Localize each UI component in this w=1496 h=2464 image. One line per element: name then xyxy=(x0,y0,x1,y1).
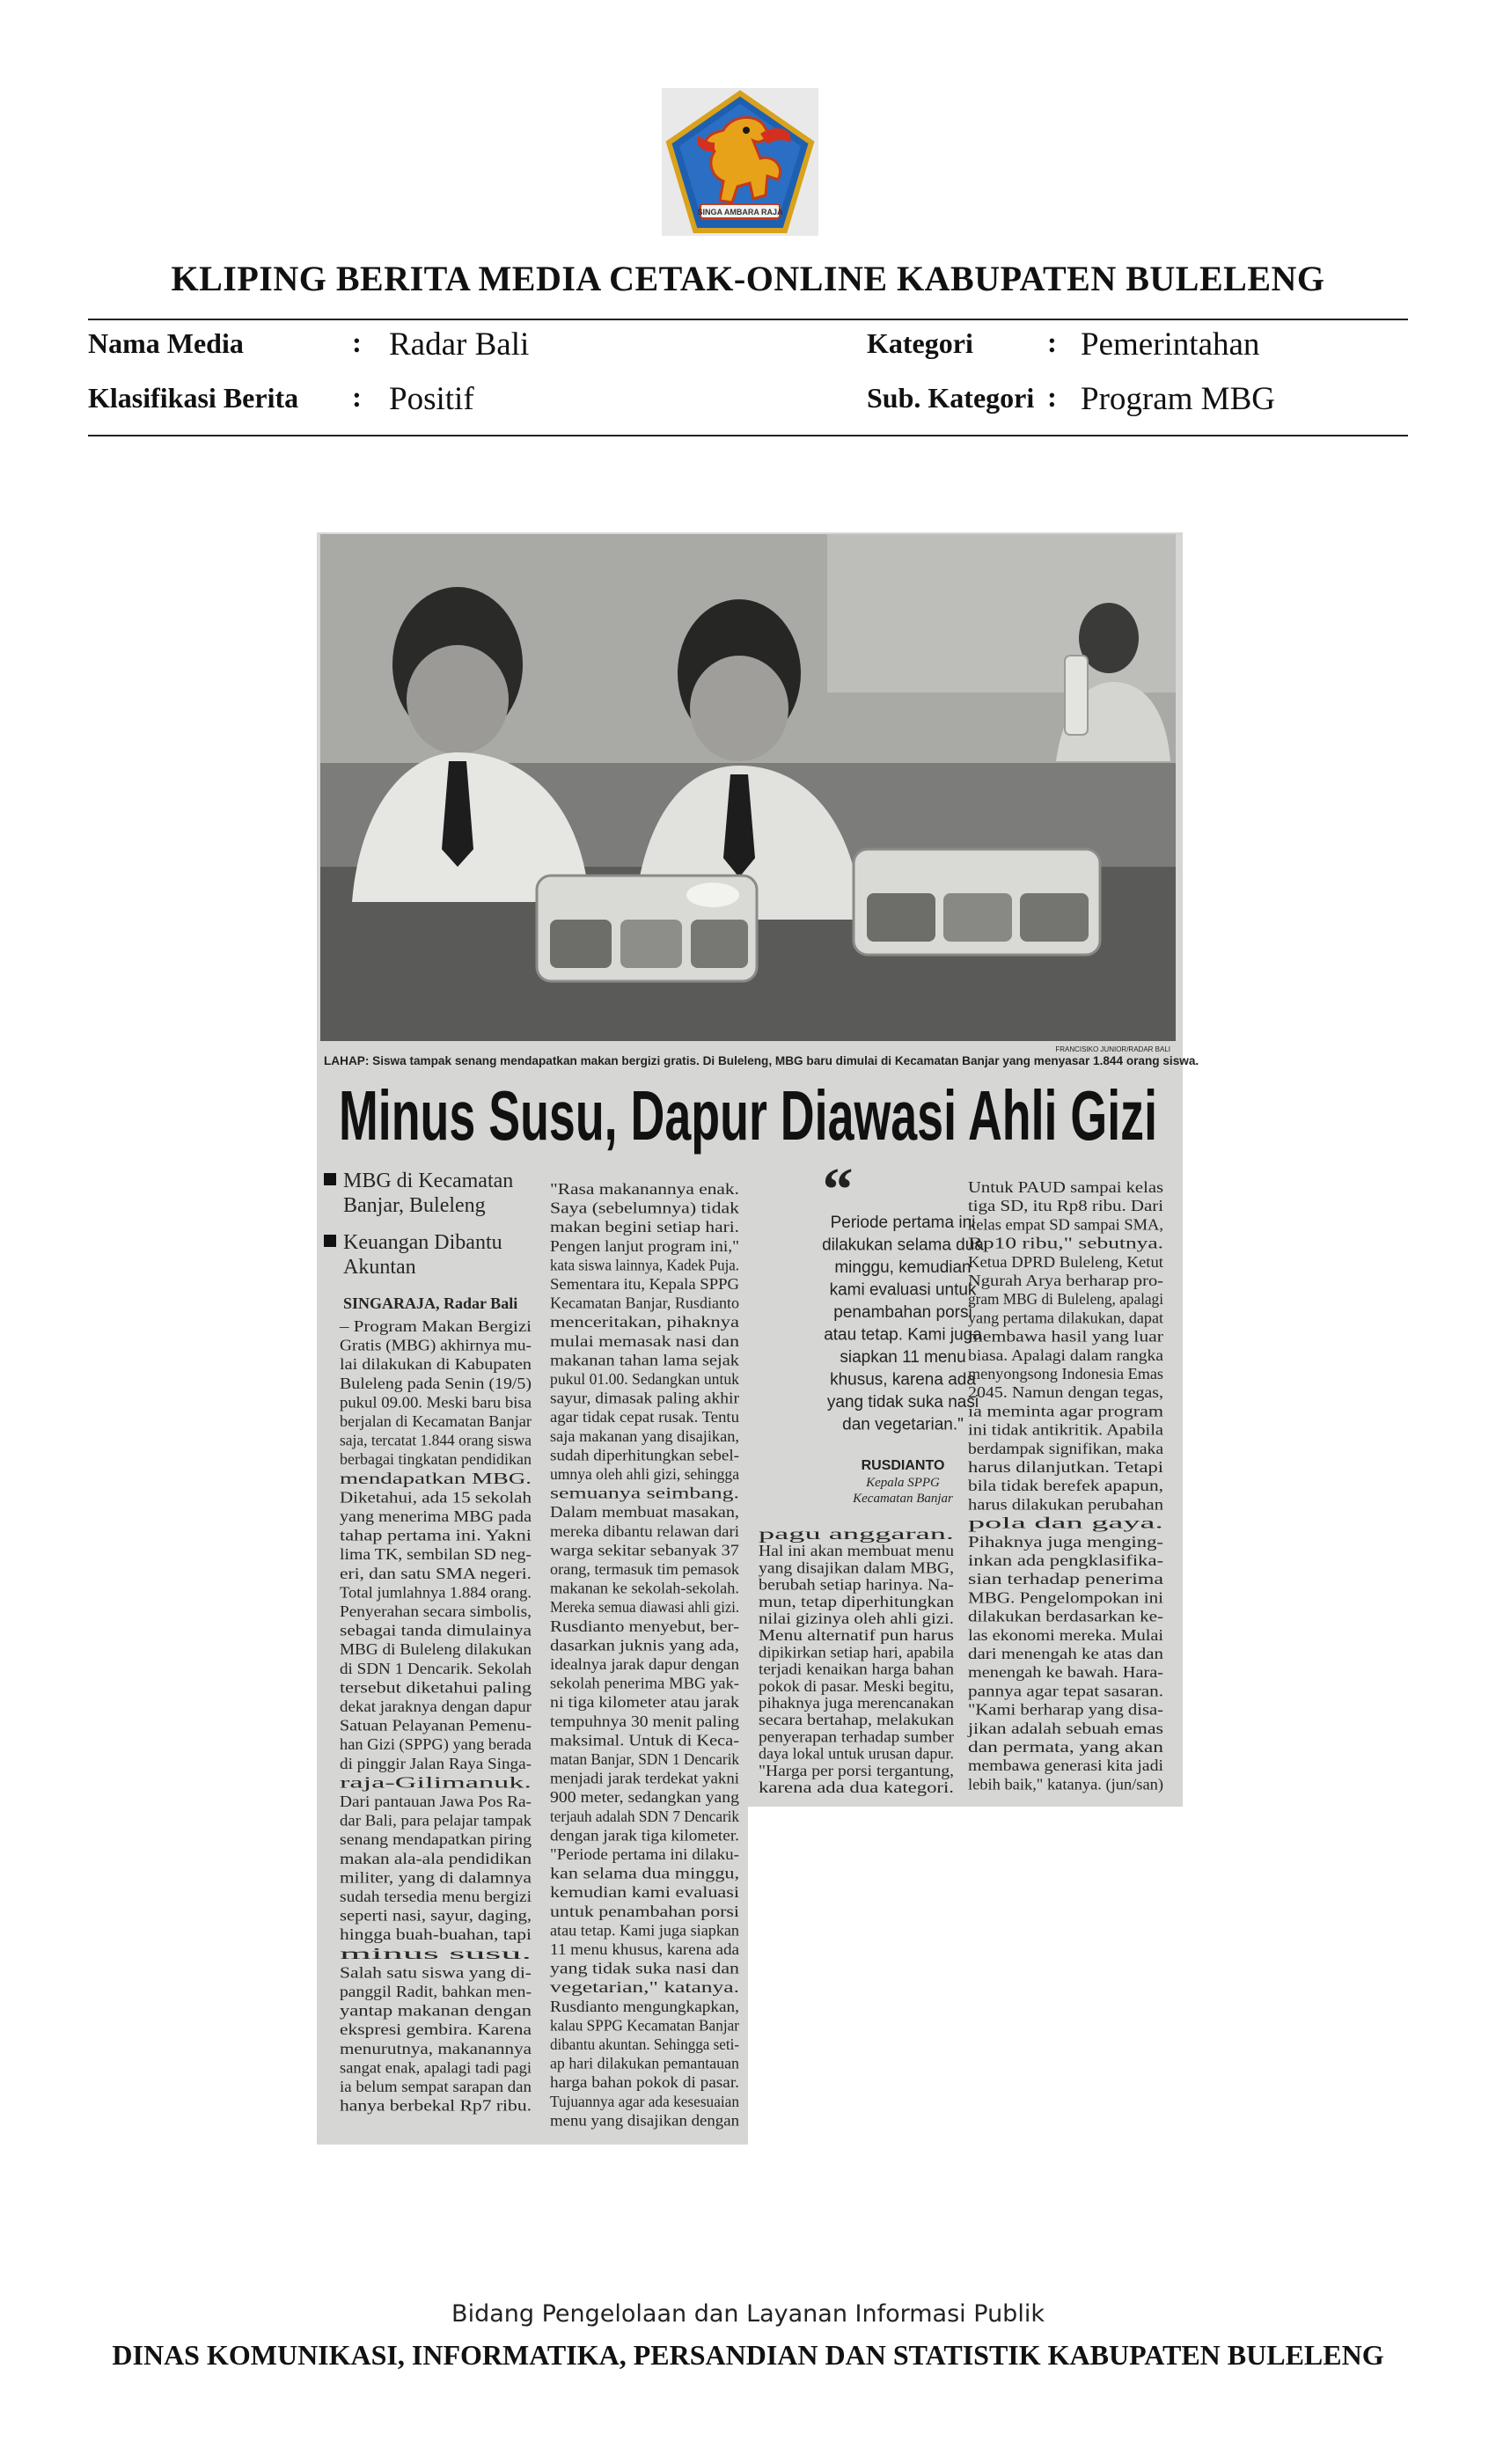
col2-line: mulai memasak nasi dan xyxy=(550,1331,740,1350)
col2-line: Rusdianto mengungkapkan, xyxy=(550,1997,739,2015)
col3-line: Menu alternatif pun harus xyxy=(759,1626,955,1645)
col2-line: ap hari dilakukan pemantauan xyxy=(550,2054,740,2072)
col1-line: saja, tercatat 1.844 orang siswa xyxy=(340,1431,532,1449)
col3-line: daya lokal untuk urusan dapur. xyxy=(759,1744,954,1763)
students-photo xyxy=(320,534,1176,1041)
col1-line: di pinggir Jalan Raya Singa- xyxy=(340,1754,532,1772)
klasifikasi-value: Positif xyxy=(389,381,474,417)
quote-line: khusus, karena ada xyxy=(830,1370,976,1390)
col2-line: 900 meter, sedangkan yang xyxy=(550,1788,740,1807)
article-column-2 xyxy=(550,1180,739,2129)
col2-line: kan selama dua minggu, xyxy=(550,1864,739,1882)
colon: : xyxy=(1047,327,1057,359)
sub-kategori-label: Sub. Kategori xyxy=(867,382,1035,414)
quote-mark-icon: “ xyxy=(822,1156,854,1224)
col3-line: nilai gizinya oleh ahli gizi. xyxy=(759,1610,954,1627)
photo-credit: FRANCISIKO JUNIOR/RADAR BALI xyxy=(1055,1045,1170,1053)
quote-line: dan vegetarian." xyxy=(842,1415,964,1434)
col3-line: secara bertahap, melakukan xyxy=(759,1711,955,1729)
quote-role-line-1: Kepala SPPG xyxy=(866,1476,940,1490)
col1-line: hingga buah-buahan, tapi xyxy=(340,1925,532,1944)
col1-line: pukul 09.00. Meski baru bisa xyxy=(340,1393,532,1412)
col1-line: lima TK, sembilan SD neg- xyxy=(340,1545,532,1564)
logo-caption: SINGA AMBARA RAJA xyxy=(697,208,783,216)
col2-line: menceritakan, pihaknya xyxy=(550,1313,740,1331)
col4-line: pola dan gaya. xyxy=(968,1514,1163,1532)
col2-line: makanan ke sekolah-sekolah. xyxy=(550,1579,739,1597)
col4-line: berdampak signifikan, maka xyxy=(968,1439,1164,1457)
col3-line: penyerapan terhadap sumber xyxy=(759,1727,955,1746)
quote-line: siapkan 11 menu xyxy=(840,1348,966,1367)
footer-division: Bidang Pengelolaan dan Layanan Informasi Publik xyxy=(451,2300,1045,2328)
headline: Minus Susu, Dapur Diawasi Ahli Gizi xyxy=(339,1076,1157,1155)
col4-line: dari menengah ke atas dan xyxy=(968,1645,1164,1662)
col3-line: karena ada dua kategori. xyxy=(759,1778,954,1796)
col3-line: yang disajikan dalam MBG, xyxy=(759,1558,954,1577)
col1-line: MBG di Buleleng dilakukan xyxy=(340,1640,532,1659)
col1-line: dar Bali, para pelajar tampak xyxy=(340,1811,532,1830)
klasifikasi-label: Klasifikasi Berita xyxy=(88,382,299,414)
col1-line: minus susu. xyxy=(340,1944,532,1962)
col2-line: Mereka semua diawasi ahli gizi. xyxy=(550,1598,739,1617)
col4-line: harus dilakukan perubahan xyxy=(968,1495,1164,1514)
nama-media-label: Nama Media xyxy=(88,327,244,359)
colon: : xyxy=(1047,382,1057,414)
col2-line: orang, termasuk tim pemasok xyxy=(550,1560,740,1578)
header-divider xyxy=(88,319,1408,320)
col1-line: Satuan Pelayanan Pemenu- xyxy=(340,1716,532,1734)
col4-line: Ketua DPRD Buleleng, Ketut xyxy=(968,1252,1164,1271)
col3-line: berubah setiap harinya. Na- xyxy=(759,1575,955,1594)
dateline: SINGARAJA, Radar Bali xyxy=(343,1294,518,1312)
col4-line: ia meminta agar program xyxy=(968,1402,1164,1420)
photo-caption: LAHAP: Siswa tampak senang mendapatkan makan bergizi gratis. Di Buleleng, MBG baru dimulai di Kecamatan Banjar yang menyasar 1.844 orang siswa. xyxy=(324,1054,1199,1067)
col2-line: dengan jarak tiga kilometer. xyxy=(550,1826,739,1844)
col4-line: las ekonomi mereka. Mulai xyxy=(968,1625,1164,1644)
col2-line: "Periode pertama ini dilaku- xyxy=(550,1845,740,1863)
col1-line: makan ala-ala pendidikan xyxy=(340,1849,532,1867)
col2-line: mereka dibantu relawan dari xyxy=(550,1522,740,1540)
col2-line: saja makanan yang disajikan, xyxy=(550,1426,739,1445)
col3-line: dipikirkan setiap hari, apabila xyxy=(759,1643,955,1661)
col4-line: yang pertama dilakukan, dapat xyxy=(968,1309,1164,1327)
col4-line: 2045. Namun dengan tegas, xyxy=(968,1383,1163,1402)
col1-line: Penyerahan secara simbolis, xyxy=(340,1602,532,1620)
quote-line: minggu, kemudian xyxy=(834,1258,972,1277)
col1-line: menurutnya, makanannya xyxy=(340,2039,532,2057)
col1-line: berbagai tingkatan pendidikan xyxy=(340,1450,532,1469)
col4-line: harus dilanjutkan. Tetapi xyxy=(968,1458,1164,1476)
col4-line: inkan ada pengklasifika- xyxy=(968,1551,1164,1569)
col4-line: sian terhadap penerima xyxy=(968,1570,1164,1588)
col2-line: untuk penambahan porsi xyxy=(550,1902,740,1920)
col4-line: menengah ke bawah. Hara- xyxy=(968,1663,1164,1682)
col2-line: dasarkan juknis yang ada, xyxy=(550,1636,739,1654)
col4-line: Ngurah Arya berharap pro- xyxy=(968,1272,1164,1289)
col1-line: panggil Radit, bahkan men- xyxy=(340,1983,532,2000)
col1-line: ekspresi gembira. Karena xyxy=(340,2020,532,2039)
col2-line: ni tiga kilometer atau jarak xyxy=(550,1693,740,1712)
col1-line: sebagai tanda dimulainya xyxy=(340,1621,532,1639)
bullet-2-line-1: Keuangan Dibantu xyxy=(343,1231,502,1254)
col1-line: han Gizi (SPPG) yang berada xyxy=(340,1735,532,1754)
col4-line: membawa generasi kita jadi xyxy=(968,1756,1164,1775)
col4-line: "Kami berharap yang disa- xyxy=(968,1700,1164,1719)
col1-line: Diketahui, ada 15 sekolah xyxy=(340,1488,532,1507)
col2-line: Dalam membuat masakan, xyxy=(550,1503,739,1522)
col2-line: makan begini setiap hari. xyxy=(550,1218,739,1236)
col1-line: Gratis (MBG) akhirnya mu- xyxy=(340,1336,532,1354)
col2-line: 11 menu khusus, karena ada xyxy=(550,1940,740,1958)
col1-line: mendapatkan MBG. xyxy=(340,1469,532,1487)
col2-line: makanan tahan lama sejak xyxy=(550,1351,740,1369)
col2-line: agar tidak cepat rusak. Tentu xyxy=(550,1408,740,1426)
col2-line: pukul 01.00. Sedangkan untuk xyxy=(550,1370,740,1388)
col4-line: Pihaknya juga menging- xyxy=(968,1532,1164,1551)
col1-line: Salah satu siswa yang di- xyxy=(340,1963,532,1982)
col3-line: pokok di pasar. Meski begitu, xyxy=(759,1676,954,1695)
col2-line: yang tidak suka nasi dan xyxy=(550,1959,740,1977)
col2-line: tempuhnya 30 menit paling xyxy=(550,1712,740,1730)
meta-divider xyxy=(88,435,1408,436)
col2-line: umnya oleh ahli gizi, sehingga xyxy=(550,1465,740,1483)
col2-line: vegetarian," katanya. xyxy=(550,1978,739,1997)
col2-line: sekolah penerima MBG yak- xyxy=(550,1674,740,1692)
nama-media-value: Radar Bali xyxy=(389,326,530,363)
col4-line: dilakukan berdasarkan ke- xyxy=(968,1607,1164,1625)
col2-line: menu yang disajikan dengan xyxy=(550,2111,740,2130)
quote-author: RUSDIANTO xyxy=(861,1458,945,1473)
quote-line: Periode pertama ini xyxy=(830,1214,976,1232)
col4-line: dan permata, yang akan xyxy=(968,1738,1164,1756)
col2-line: kata siswa lainnya, Kadek Puja. xyxy=(550,1256,739,1274)
col2-line: dibantu akuntan. Sehingga seti- xyxy=(550,2035,740,2053)
col2-line: warga sekitar sebanyak 37 xyxy=(550,1541,740,1559)
col1-line: tahap pertama ini. Yakni xyxy=(340,1526,532,1544)
col1-line: Buleleng pada Senin (19/5) xyxy=(340,1374,532,1392)
col1-line: Total jumlahnya 1.884 orang. xyxy=(340,1583,532,1602)
col1-line: – Program Makan Bergizi xyxy=(338,1317,532,1335)
col2-line: Sementara itu, Kepala SPPG xyxy=(550,1275,740,1293)
col2-line: sayur, dimasak paling akhir xyxy=(550,1389,740,1407)
col4-line: menyongsong Indonesia Emas xyxy=(968,1365,1164,1382)
col1-line: tersebut diketahui paling xyxy=(340,1678,532,1697)
col2-line: menjadi jarak terdekat yakni xyxy=(550,1769,740,1787)
col2-line: Saya (sebelumnya) tidak xyxy=(550,1199,740,1217)
colon: : xyxy=(352,382,362,414)
col2-line: kemudian kami evaluasi xyxy=(550,1883,740,1902)
col1-line: lai dilakukan di Kabupaten xyxy=(340,1355,532,1374)
article-column-1 xyxy=(339,1317,532,2115)
page-title: KLIPING BERITA MEDIA CETAK-ONLINE KABUPATEN BULELENG xyxy=(171,259,1325,298)
col4-line: gram MBG di Buleleng, apalagi xyxy=(968,1290,1164,1309)
col4-line: Rp10 ribu," sebutnya. xyxy=(968,1234,1163,1252)
col1-line: raja-Gilimanuk. xyxy=(340,1773,532,1792)
newspaper-clipping xyxy=(317,532,1199,2145)
article-column-3 xyxy=(759,1525,954,1796)
bullet-1-line-2: Banjar, Buleleng xyxy=(343,1194,486,1217)
col4-line: membawa hasil yang luar xyxy=(968,1327,1164,1346)
col2-line: atau tetap. Kami juga siapkan xyxy=(550,1921,740,1940)
quote-line: dilakukan selama dua xyxy=(822,1236,984,1255)
quote-line: kami evaluasi untuk xyxy=(829,1280,977,1300)
sub-kategori-value: Program MBG xyxy=(1081,381,1275,417)
col1-line: eri, dan satu SMA negeri. xyxy=(340,1564,532,1582)
col3-line: pagu anggaran. xyxy=(759,1525,954,1543)
article-column-4 xyxy=(967,1178,1164,1793)
col2-line: kalau SPPG Kecamatan Banjar xyxy=(550,2016,740,2035)
col1-line: seperti nasi, sayur, daging, xyxy=(340,1906,532,1925)
col4-line: lebih baik," katanya. (jun/san) xyxy=(968,1775,1164,1793)
col1-line: hanya berbekal Rp7 ribu. xyxy=(340,2096,532,2115)
col4-line: kelas empat SD sampai SMA, xyxy=(968,1215,1163,1234)
col1-line: yang menerima MBG pada xyxy=(340,1507,532,1525)
col4-line: biasa. Apalagi dalam rangka xyxy=(968,1346,1164,1364)
col2-line: semuanya seimbang. xyxy=(550,1484,739,1502)
col2-line: matan Banjar, SDN 1 Dencarik xyxy=(550,1750,740,1768)
col1-line: di SDN 1 Dencarik. Sekolah xyxy=(340,1659,532,1677)
col4-line: Untuk PAUD sampai kelas xyxy=(968,1178,1164,1196)
bullet-2-line-2: Akuntan xyxy=(343,1256,416,1279)
col2-line: sudah diperhitungkan sebel- xyxy=(550,1446,740,1464)
col3-line: pihaknya juga merencanakan xyxy=(759,1694,955,1712)
col1-line: sangat enak, apalagi tadi pagi xyxy=(340,2058,532,2077)
bullet-1-line-1: MBG di Kecamatan xyxy=(343,1170,514,1192)
col4-line: pannya agar tepat sasaran. xyxy=(968,1682,1163,1700)
col1-line: ia belum sempat sarapan dan xyxy=(340,2078,532,2095)
quote-line: yang tidak suka nasi xyxy=(826,1393,979,1412)
col4-line: MBG. Pengelompokan ini xyxy=(968,1588,1164,1607)
col4-line: ini tidak antikritik. Apabila xyxy=(968,1420,1164,1439)
col4-line: tiga SD, itu Rp8 ribu. Dari xyxy=(968,1197,1164,1215)
colon: : xyxy=(352,327,362,359)
col2-line: Pengen lanjut program ini," xyxy=(550,1236,739,1255)
quote-line: atau tetap. Kami juga xyxy=(824,1325,982,1345)
col4-line: bila tidak berefek apapun, xyxy=(968,1477,1163,1495)
col1-line: Dari pantauan Jawa Pos Ra- xyxy=(340,1793,532,1810)
col2-line: harga bahan pokok di pasar. xyxy=(550,2073,739,2092)
col3-line: Hal ini akan membuat menu xyxy=(759,1542,955,1560)
footer-agency: DINAS KOMUNIKASI, INFORMATIKA, PERSANDIAN DAN STATISTIK KABUPATEN BULELENG xyxy=(112,2339,1384,2371)
col3-line: mun, tetap diperhitungkan xyxy=(759,1592,955,1610)
col1-line: dekat jaraknya dengan dapur xyxy=(340,1698,532,1715)
col1-line: militer, yang di dalamnya xyxy=(340,1868,532,1887)
col1-line: berjalan di Kecamatan Banjar xyxy=(340,1412,532,1430)
col3-line: "Harga per porsi tergantung, xyxy=(759,1761,954,1779)
col1-line: senang mendapatkan piring xyxy=(340,1830,532,1849)
col1-line: yantap makanan dengan xyxy=(340,2001,532,2020)
col1-line: sudah tersedia menu bergizi xyxy=(340,1888,532,1905)
singa-ambara-raja-logo-icon xyxy=(662,88,818,236)
col2-line: idealnya jarak dapur dengan xyxy=(550,1655,740,1673)
col2-line: Tujuannya agar ada kesesuaian xyxy=(550,2092,740,2110)
quote-role-line-2: Kecamatan Banjar xyxy=(853,1492,953,1506)
kategori-value: Pemerintahan xyxy=(1081,326,1260,363)
col2-line: maksimal. Untuk di Keca- xyxy=(550,1731,740,1749)
col4-line: jikan adalah sebuah emas xyxy=(966,1719,1164,1737)
col2-line: terjauh adalah SDN 7 Dencarik xyxy=(550,1807,740,1825)
col3-line: terjadi kenaikan harga bahan xyxy=(759,1660,955,1678)
quote-line: penambahan porsi xyxy=(833,1303,972,1322)
col2-line: Kecamatan Banjar, Rusdianto xyxy=(550,1294,740,1312)
col2-line: Rusdianto menyebut, ber- xyxy=(550,1617,740,1635)
col2-line: "Rasa makanannya enak. xyxy=(550,1180,739,1198)
kategori-label: Kategori xyxy=(867,327,973,359)
